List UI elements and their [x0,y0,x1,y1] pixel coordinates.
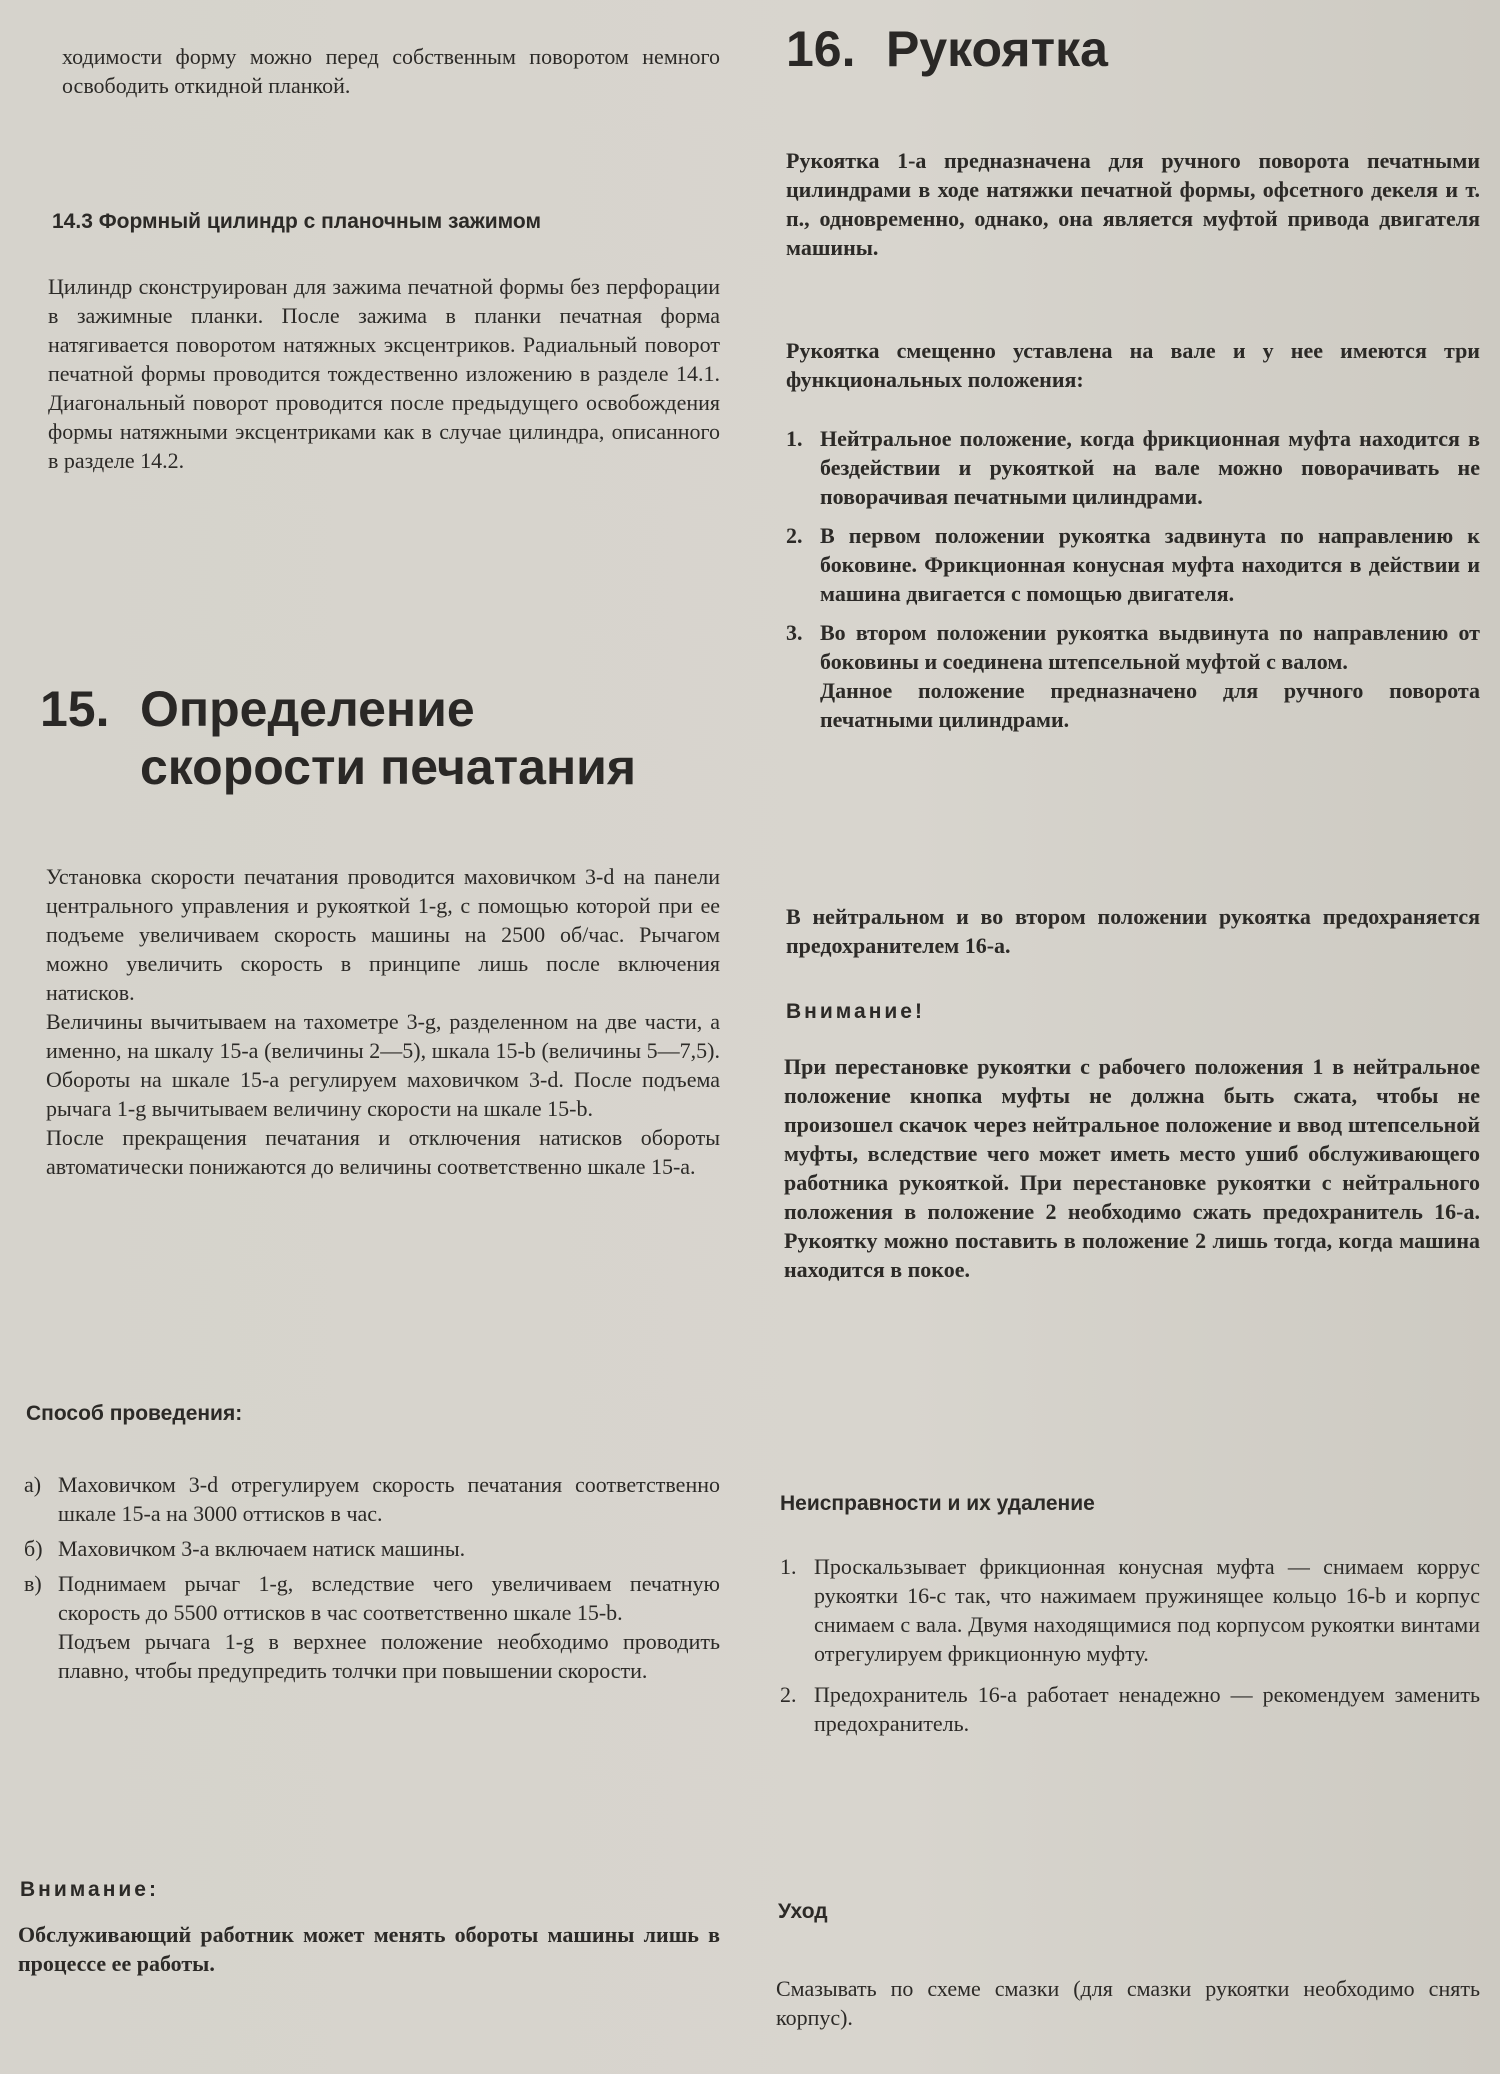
list-text: Предохранитель 16-а работает ненадежно — рекомендуем заменить предохранитель. [814,1682,1480,1736]
left-attention-title: Внимание: [20,1878,159,1901]
section-16-paragraph-3: В нейтральном и во втором положении рукоятка предохраняется предохранителем 16-а. [786,904,1480,958]
attention-text-part-2: быть сжата, чтобы не произошел скачок через нейтральное положение и ввод штепсельной муфты, вследствие чего может иметь место ушиб обслуживающего работника рукояткой. При перестановке рукоятки с нейтрального положения в положение 2 необходимо сжать предохранитель 16-а. Рукоятку можно поставить в положение 2 лишь тогда, когда машина находится в покое. [784,1083,1480,1282]
attention-text-part-1: При перестановке рукоятки с рабочего положения 1 в нейтральное положение кнопка муфты [784,1054,1480,1108]
list-marker: б) [24,1536,43,1561]
list-text-continuation: Данное положение предназначено для ручного поворота печатными цилиндрами. [820,678,1480,732]
section-14-3-text: Цилиндр сконструирован для зажима печатной формы без перфорации в зажимные планки. После зажима в планки печатная форма натягивается поворотом натяжных эксцентриков. Радиальный поворот печатной формы проводится тождественно изложению в разделе 14.1. Диагональный поворот проводится после предыдущего освобождения формы натяжными эксцентриками как в случае цилиндра, описанного в разделе 14.2. [48,274,720,473]
list-text: В первом положении рукоятка задвинута по направлению к боковине. Фрикционная конусная муфта находится в действии и машина двигается с помощью двигателя. [820,523,1480,606]
list-item [24,1470,720,1528]
list-item [786,424,1480,511]
section-15-title-line2: скорости печатания [140,739,637,795]
section-15-title-line1: Определение [140,681,475,737]
section-16-paragraph-2: Рукоятка смещенно уставлена на вале и у нее имеются три функциональных положения: [786,338,1480,392]
list-item [786,618,1480,734]
method-steps-list [24,1470,720,1685]
list-marker: 3. [786,620,803,645]
list-marker: в) [24,1571,42,1596]
section-16-title: Рукоятка [886,21,1108,77]
method-title: Способ проведения: [26,1402,243,1425]
list-text: Проскальзывает фрикционная конусная муфта — снимаем коррус рукоятки 16-с так, что нажимаем пружинящее кольцо 16-b и корпус снимаем с вала. Двумя находящимися под корпусом рукоятки винтами отрегулируем фрикционную муфту. [814,1554,1480,1666]
list-marker: 1. [780,1554,797,1579]
list-text: Во втором положении рукоятка выдвинута по направлению от боковины и соединена штепсельной муфтой с валом. [820,620,1480,674]
list-marker: 2. [786,523,803,548]
care-text: Смазывать по схеме смазки (для смазки рукоятки необходимо снять корпус). [776,1976,1480,2030]
left-attention-text: Обслуживающий работник может менять обороты машины лишь в процессе ее работы. [18,1922,720,1976]
list-text: Маховичком 3-а включаем натиск машины. [58,1536,466,1561]
faults-title: Неисправности и их удаление [780,1492,1095,1515]
right-attention-text [784,1052,1480,1284]
positions-list [786,424,1480,734]
section-15-number: 15. [40,681,110,737]
care-title: Уход [778,1900,828,1923]
list-item [780,1552,1480,1668]
section-15-paragraph-2: Величины вычитываем на тахометре 3-g, разделенном на две части, а именно, на шкалу 15-а (величины 2—5), шкала 15-b (величины 5—7,5). Обороты на шкале 15-а регулируем маховичком 3-d. После подъема рычага 1-g вычитываем величину скорости на шкале 15-b. [46,1009,720,1121]
list-item [786,521,1480,608]
list-item [780,1680,1480,1738]
section-16-heading [786,20,1480,78]
list-text: Поднимаем рычаг 1-g, вследствие чего увеличиваем печатную скорость до 5500 оттисков в час соответственно шкале 15-b. [58,1571,720,1625]
list-text: Нейтральное положение, когда фрикционная муфта находится в бездействии и рукояткой на вале можно поворачивать не поворачивая печатными цилиндрами. [820,426,1480,509]
faults-list [780,1552,1480,1738]
intro-paragraph: ходимости форму можно перед собственным поворотом немного освободить откидной планкой. [62,44,720,98]
list-item [24,1534,720,1563]
list-marker: 1. [786,426,803,451]
list-marker: 2. [780,1682,797,1707]
section-16-number: 16. [786,21,856,77]
attention-emphasis: не должна [1089,1083,1205,1108]
list-item [24,1569,720,1685]
section-15-paragraph-3: После прекращения печатания и отключения натисков обороты автоматически понижаются до величины соответственно шкале 15-а. [46,1125,720,1179]
section-16-paragraph-1: Рукоятка 1-а предназначена для ручного поворота печатными цилиндрами в ходе натяжки печатной формы, офсетного декеля и т. п., одновременно, однако, она является муфтой привода двигателя машины. [786,148,1480,260]
list-text: Маховичком 3-d отрегулируем скорость печатания соответственно шкале 15-а на 3000 оттисков в час. [58,1472,720,1526]
right-attention-title: Внимание! [786,1000,925,1023]
list-text-continuation: Подъем рычага 1-g в верхнее положение необходимо проводить плавно, чтобы предупредить толчки при повышении скорости. [58,1629,720,1683]
section-15-heading [40,680,720,796]
list-marker: а) [24,1472,42,1497]
section-14-3-title: 14.3 Формный цилиндр с планочным зажимом [52,210,542,233]
section-15-paragraph-1: Установка скорости печатания проводится маховичком 3-d на панели центрального управления и рукояткой 1-g, с помощью которой при ее подъеме увеличиваем скорость машины на 2500 об/час. Рычагом можно увеличить скорость в принципе лишь после включения натисков. [46,864,720,1005]
